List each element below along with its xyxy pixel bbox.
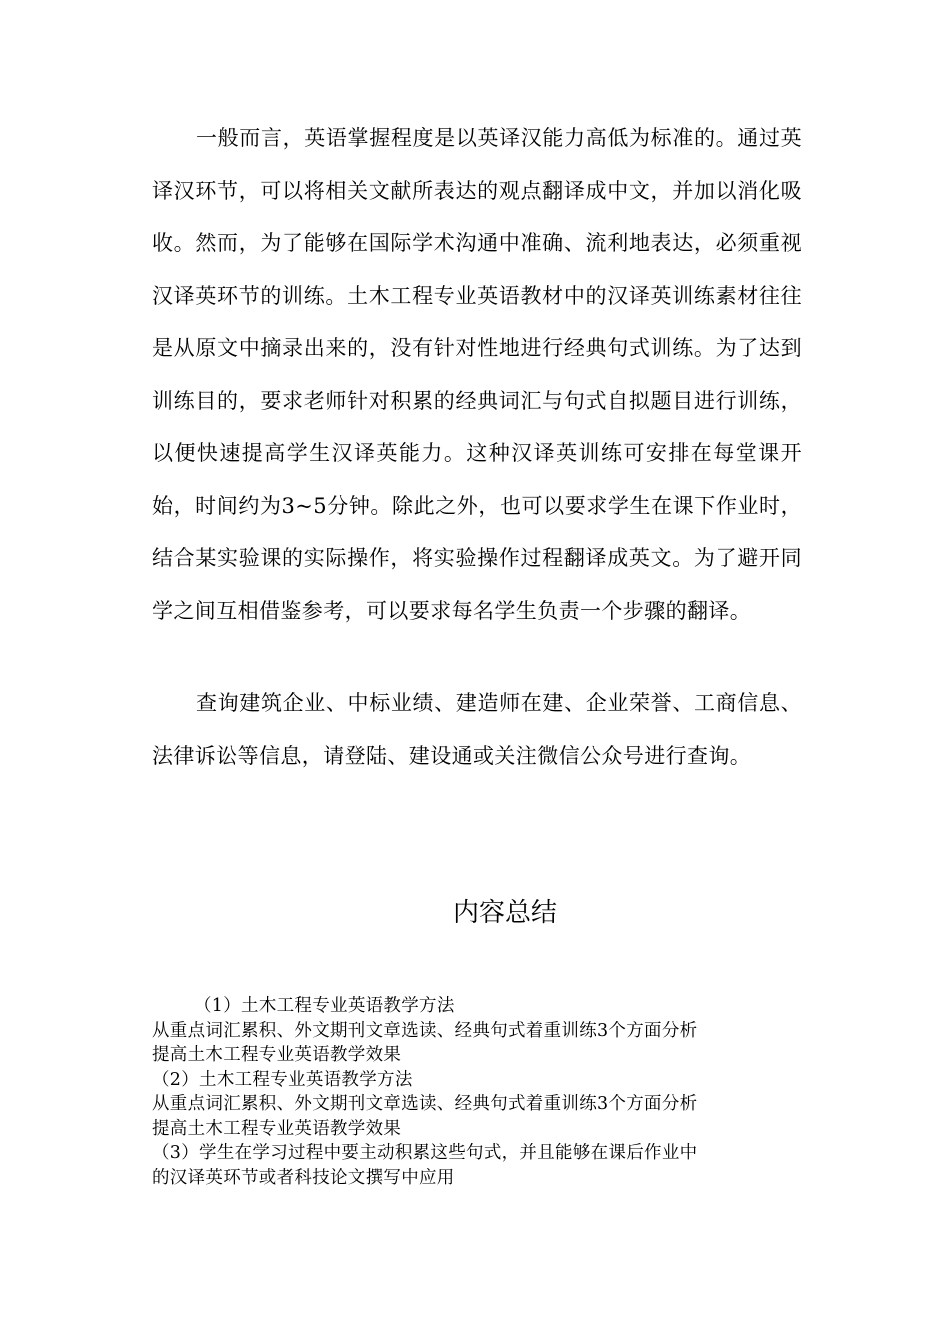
- summary-line: （3）学生在学习过程中要主动积累这些句式，并且能够在课后作业中: [152, 1143, 698, 1163]
- summary-line: （1）土木工程专业英语教学方法: [194, 996, 455, 1016]
- summary-line: 从重点词汇累积、外文期刊文章选读、经典句式着重训练3个方面分析: [152, 1094, 698, 1114]
- summary-line: 的汉译英环节或者科技论文撰写中应用: [152, 1167, 455, 1188]
- body-paragraph-2: 查询建筑企业、中标业绩、建造师在建、企业荣誉、工商信息、法律诉讼等信息，请登陆、建设通或关注微信公众号进行查询。: [152, 691, 802, 768]
- summary-line: （2）土木工程专业英语教学方法: [152, 1069, 413, 1090]
- summary-line: 从重点词汇累积、外文期刊文章选读、经典句式着重训练3个方面分析: [152, 1020, 698, 1041]
- summary-block: [152, 994, 802, 1190]
- summary-heading: 内容总结: [452, 898, 557, 928]
- summary-line: 提高土木工程专业英语教学效果: [152, 1045, 402, 1065]
- summary-line: 提高土木工程专业英语教学效果: [152, 1118, 402, 1139]
- body-paragraph-1: 一般而言，英语掌握程度是以英译汉能力高低为标准的。通过英译汉环节，可以将相关文献所表达的观点翻译成中文，并加以消化吸收。然而，为了能够在国际学术沟通中准确、流利地表达，必须重视汉译英环节的训练。土木工程专业英语教材中的汉译英训练素材往往是从原文中摘录出来的，没有针对性地进行经典句式训练。为了达到训练目的，要求老师针对积累的经典词汇与句式自拟题目进行训练，以便快速提高学生汉译英能力。这种汉译英训练可安排在每堂课开始，时间约为3~5分钟。除此之外，也可以要求学生在课下作业时，结合某实验课的实际操作，将实验操作过程翻译成英文。为了避开同学之间互相借鉴参考，可以要求每名学生负责一个步骤的翻译。: [152, 126, 802, 623]
